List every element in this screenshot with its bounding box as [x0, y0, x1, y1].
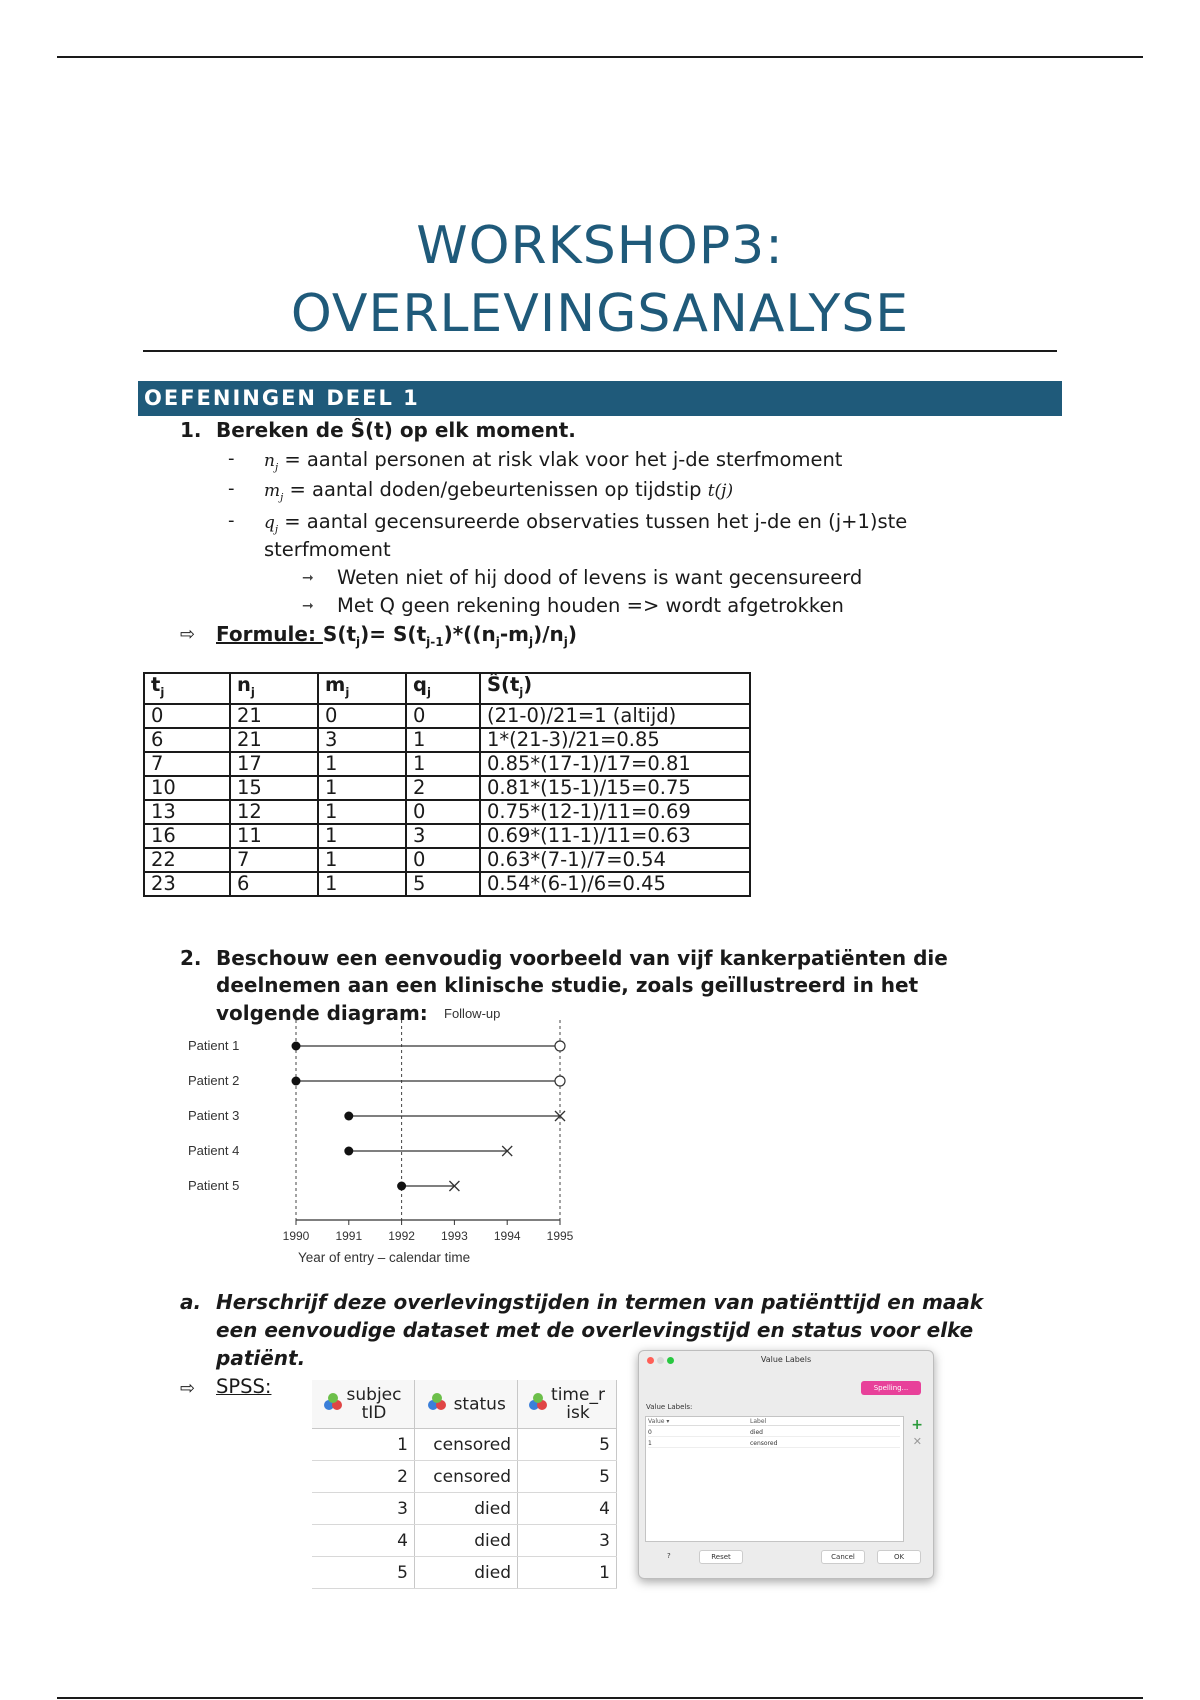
- entry-point: [344, 1147, 353, 1156]
- page-title-line-2: OVERLEVINGSANALYSE: [290, 284, 910, 344]
- km-cell: 17: [230, 752, 318, 776]
- km-cell: 0.54*(6-1)/6=0.45: [480, 872, 750, 896]
- spss-cell[interactable]: 3: [518, 1525, 617, 1557]
- km-cell: 2: [406, 776, 480, 800]
- spss-cell[interactable]: 4: [312, 1525, 415, 1557]
- km-cell: 7: [144, 752, 230, 776]
- def-nj: $n_j$ = aantal personen at risk vlak voor het j-de sterfmoment: [264, 448, 843, 474]
- spss-cell[interactable]: 1: [518, 1557, 617, 1589]
- spss-cell[interactable]: 5: [518, 1429, 617, 1461]
- km-cell: 23: [144, 872, 230, 896]
- sort-icon: ▾: [664, 1418, 670, 1425]
- hollow-arrow-icon: ⇨: [180, 1378, 196, 1399]
- km-row: [144, 728, 750, 752]
- var-qj: $q_j$: [264, 513, 279, 536]
- km-cell: 10: [144, 776, 230, 800]
- table-row: [312, 1525, 617, 1557]
- km-cell: 5: [406, 872, 480, 896]
- table-row: [312, 1461, 617, 1493]
- x-tick-label: 1995: [546, 1229, 574, 1243]
- km-cell: 0: [318, 704, 406, 728]
- km-cell: 1: [318, 824, 406, 848]
- km-cell: 1*(21-3)/21=0.85: [480, 728, 750, 752]
- entry-point: [397, 1182, 406, 1191]
- def-mj: $m_j$ = aantal doden/gebeurtenissen op tijdstip t(j): [264, 478, 734, 504]
- list-item[interactable]: 0 died: [648, 1429, 900, 1437]
- patient-label: Patient 5: [188, 1178, 240, 1193]
- arrow-icon: ➞: [302, 570, 314, 586]
- chart-title: Follow-up: [444, 1006, 501, 1021]
- censored-marker: [555, 1041, 565, 1051]
- list-item[interactable]: 1 censored: [648, 1440, 900, 1448]
- value-labels-list[interactable]: [645, 1416, 904, 1542]
- x-tick-label: 1994: [493, 1229, 521, 1243]
- def-qj: $q_j$ = aantal gecensureerde observaties tussen het j-de en (j+1)ste: [264, 510, 908, 536]
- entry-point: [292, 1077, 301, 1086]
- km-cell: 0.85*(17-1)/17=0.81: [480, 752, 750, 776]
- km-cell: 0: [406, 800, 480, 824]
- km-row: [144, 848, 750, 872]
- table-row: [312, 1493, 617, 1525]
- spss-col-status[interactable]: status: [415, 1380, 518, 1429]
- km-row: [144, 776, 750, 800]
- km-header-mj: $m_j$: [318, 673, 406, 704]
- patient-label: Patient 1: [188, 1038, 240, 1053]
- km-cell: 0: [406, 848, 480, 872]
- spss-cell[interactable]: 4: [518, 1493, 617, 1525]
- chart-marks: [188, 1020, 574, 1243]
- section-header: OEFENINGEN DEEL 1: [138, 381, 1062, 416]
- q2-line-1: Beschouw een eenvoudig voorbeeld van vijf kankerpatiënten die: [216, 946, 948, 970]
- km-cell: 0: [406, 704, 480, 728]
- var-nj: $n_j$: [264, 451, 279, 474]
- q1-text: Bereken de Ŝ(t) op elk moment.: [216, 418, 576, 442]
- km-cell: 1: [406, 728, 480, 752]
- km-header-tj: $t_j$: [144, 673, 230, 704]
- patient-label: Patient 4: [188, 1143, 240, 1158]
- chart-xlabel: Year of entry – calendar time: [298, 1250, 471, 1265]
- patient-label: Patient 2: [188, 1073, 240, 1088]
- km-cell: 0.63*(7-1)/7=0.54: [480, 848, 750, 872]
- arrow-icon: ➞: [302, 598, 314, 614]
- km-cell: 1: [318, 752, 406, 776]
- km-cell: 3: [318, 728, 406, 752]
- patient-label: Patient 3: [188, 1108, 240, 1123]
- km-cell: 12: [230, 800, 318, 824]
- def-bullet: -: [228, 510, 235, 531]
- km-cell: 11: [230, 824, 318, 848]
- km-table: [143, 672, 751, 897]
- km-cell: 16: [144, 824, 230, 848]
- km-cell: 22: [144, 848, 230, 872]
- km-cell: 21: [230, 704, 318, 728]
- entry-point: [344, 1112, 353, 1121]
- km-cell: 3: [406, 824, 480, 848]
- entry-point: [292, 1042, 301, 1051]
- title-rule: [143, 350, 1057, 352]
- list-header: Value ▾ Label: [648, 1418, 900, 1426]
- note-2: Met Q geen rekening houden => wordt afgetrokken: [337, 594, 844, 617]
- def-qj-line2: sterfmoment: [264, 538, 391, 561]
- km-header-row: [144, 673, 750, 704]
- km-cell: (21-0)/21=1 (altijd): [480, 704, 750, 728]
- spss-cell[interactable]: 1: [312, 1429, 415, 1461]
- formula: Formule: $S(t_j)= S(t_{j-1})*((n_j-m_j)/n_j)$: [216, 622, 578, 649]
- variable-scale-icon: [322, 1392, 344, 1417]
- km-header-qj: $q_j$: [406, 673, 480, 704]
- table-row: [312, 1557, 617, 1589]
- remove-icon[interactable]: ✕: [912, 1435, 922, 1448]
- km-cell: 0.75*(12-1)/11=0.69: [480, 800, 750, 824]
- q2-line-3: volgende diagram:: [216, 1001, 428, 1025]
- var-mj: $m_j$: [264, 481, 284, 504]
- qa-line-3: patiënt.: [216, 1346, 306, 1370]
- km-row: [144, 800, 750, 824]
- spss-cell[interactable]: 3: [312, 1493, 415, 1525]
- spss-cell[interactable]: died: [415, 1493, 518, 1525]
- q2-number: 2.: [180, 946, 202, 970]
- spelling-button[interactable]: Spelling...: [861, 1381, 921, 1395]
- hollow-arrow-icon: ⇨: [180, 624, 196, 645]
- x-tick-label: 1990: [282, 1229, 310, 1243]
- reset-button[interactable]: Reset: [699, 1550, 743, 1564]
- km-row: [144, 824, 750, 848]
- km-cell: 1: [406, 752, 480, 776]
- spss-data-table: [312, 1380, 617, 1589]
- spss-cell[interactable]: died: [415, 1557, 518, 1589]
- value-labels-section-label: Value Labels:: [646, 1403, 693, 1411]
- add-icon[interactable]: +: [911, 1417, 923, 1433]
- qa-letter: a.: [180, 1290, 202, 1314]
- spss-cell[interactable]: 5: [312, 1557, 415, 1589]
- km-cell: 6: [230, 872, 318, 896]
- spss-cell[interactable]: 5: [518, 1461, 617, 1493]
- x-tick-label: 1993: [441, 1229, 468, 1243]
- def-bullet: -: [228, 448, 235, 469]
- km-cell: 0.81*(15-1)/15=0.75: [480, 776, 750, 800]
- x-tick-label: 1991: [335, 1229, 363, 1243]
- header-rule: [57, 56, 1143, 58]
- km-row: [144, 872, 750, 896]
- spss-col-time-risk[interactable]: time_risk: [518, 1380, 617, 1429]
- km-header-sj: $Ŝ(t_j)$: [480, 673, 750, 704]
- km-cell: 1: [318, 800, 406, 824]
- km-cell: 13: [144, 800, 230, 824]
- note-1: Weten niet of hij dood of levens is want gecensureerd: [337, 566, 863, 589]
- spss-cell[interactable]: 2: [312, 1461, 415, 1493]
- spss-cell[interactable]: censored: [415, 1461, 518, 1493]
- km-cell: 7: [230, 848, 318, 872]
- km-cell: 0.69*(11-1)/11=0.63: [480, 824, 750, 848]
- km-cell: 6: [144, 728, 230, 752]
- cancel-button[interactable]: Cancel: [821, 1550, 865, 1564]
- km-cell: 1: [318, 776, 406, 800]
- qa-line-2: een eenvoudige dataset met de overlevingstijd en status voor elke: [216, 1318, 974, 1342]
- spss-label: SPSS:: [216, 1375, 272, 1398]
- footer-rule: [57, 1697, 1143, 1699]
- value-labels-dialog: [638, 1350, 934, 1579]
- spss-cell[interactable]: censored: [415, 1429, 518, 1461]
- km-row: [144, 752, 750, 776]
- dialog-title: Value Labels: [760, 1355, 812, 1364]
- km-row: [144, 704, 750, 728]
- spss-cell[interactable]: died: [415, 1525, 518, 1557]
- follow-up-diagram: [170, 1000, 590, 1270]
- censored-marker: [555, 1076, 565, 1086]
- q2-line-2: deelnemen aan een klinische studie, zoals geïllustreerd in het: [216, 973, 919, 997]
- km-cell: 0: [144, 704, 230, 728]
- km-header-nj: $n_j$: [230, 673, 318, 704]
- x-tick-label: 1992: [388, 1229, 415, 1243]
- km-cell: 1: [318, 872, 406, 896]
- table-row: [312, 1429, 617, 1461]
- spss-col-subjectid[interactable]: subjectID: [312, 1380, 415, 1429]
- variable-scale-icon: [426, 1392, 448, 1417]
- q1-number: 1.: [180, 418, 202, 442]
- qa-line-1: Herschrijf deze overlevingstijden in termen van patiënttijd en maak: [216, 1290, 984, 1314]
- page-title-line-1: WORKSHOP3:: [416, 216, 784, 276]
- def-bullet: -: [228, 478, 235, 499]
- km-cell: 21: [230, 728, 318, 752]
- help-button[interactable]: ?: [667, 1552, 671, 1560]
- spss-header-row: [312, 1380, 617, 1429]
- ok-button[interactable]: OK: [877, 1550, 921, 1564]
- formula-text: $S(t_j)= S(t_{j-1})*((n_j-m_j)/n_j)$: [322, 622, 578, 649]
- km-cell: 1: [318, 848, 406, 872]
- variable-scale-icon: [527, 1392, 549, 1417]
- km-cell: 15: [230, 776, 318, 800]
